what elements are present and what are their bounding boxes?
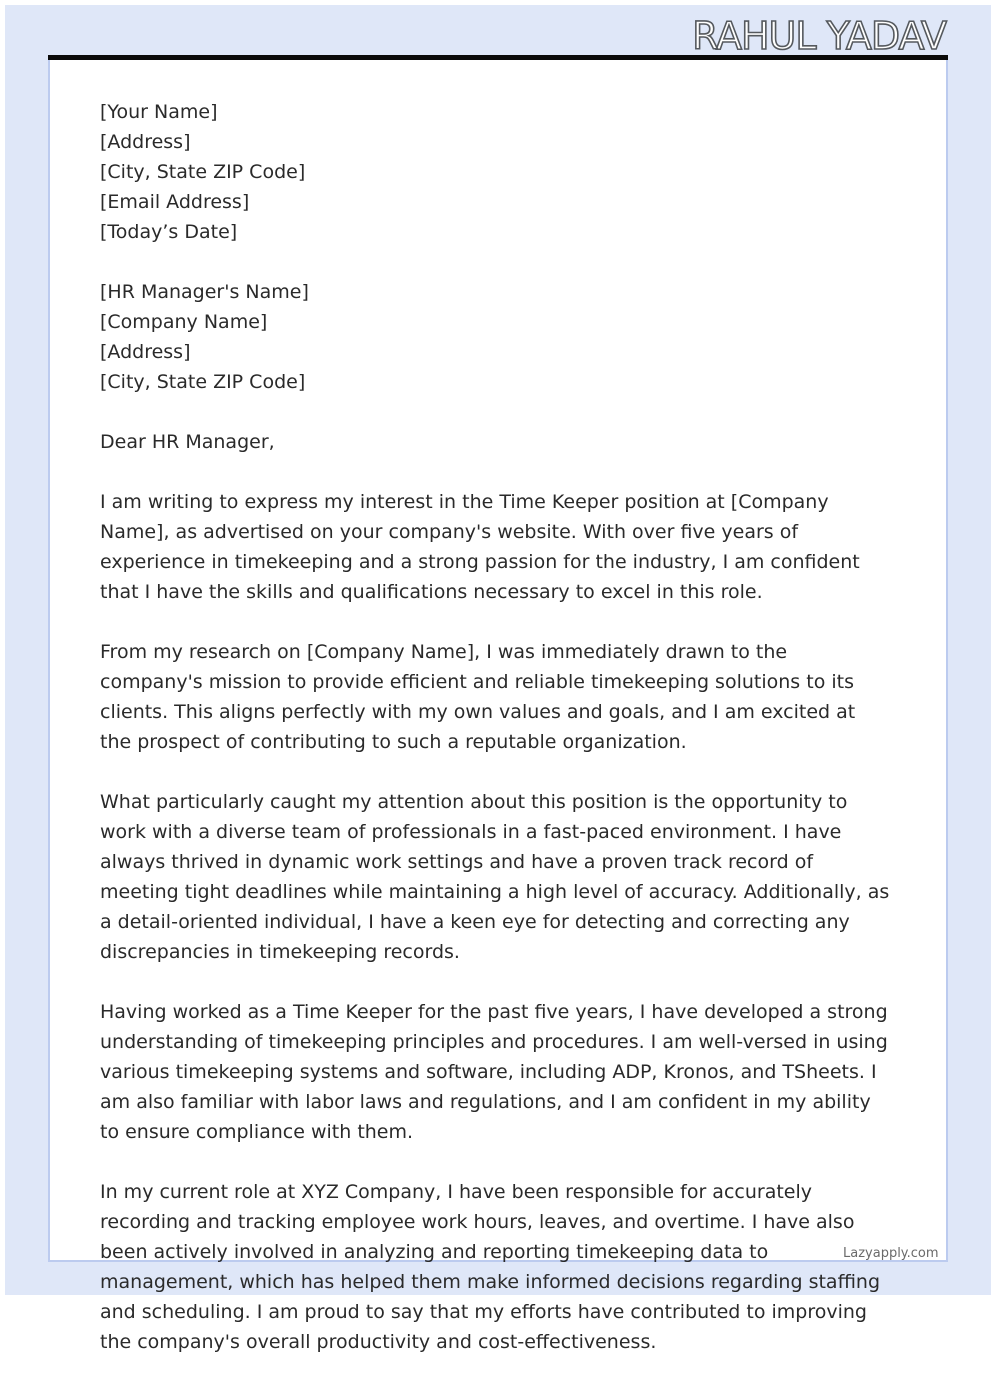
sender-block: [100, 97, 900, 247]
body-paragraph: I am writing to express my interest in the Time Keeper position at [Company Name], as advertised on your company's website. With over five years of experience in timekeeping and a strong passion for the industry, I am confident that I have the skills and qualifications necessary to excel in this role.: [100, 491, 860, 603]
sender-name: [Your Name]: [100, 101, 218, 123]
applicant-name-header: RAHUL YADAV: [692, 14, 946, 58]
watermark-text: Lazyapply.com: [843, 1246, 939, 1261]
recipient-company: [Company Name]: [100, 311, 268, 333]
cover-letter-body: [100, 97, 900, 1387]
body-paragraph: What particularly caught my attention about this position is the opportunity to work with a diverse team of professionals in a fast-paced environment. I have always thrived in dynamic work settings and have a proven track record of meeting tight deadlines while maintaining a high level of accuracy. Additionally, as a detail-oriented individual, I have a keen eye for detecting and correcting any discrepancies in timekeeping records.: [100, 791, 890, 963]
spacer: [100, 247, 900, 277]
recipient-name: [HR Manager's Name]: [100, 281, 309, 303]
body-paragraph: Having worked as a Time Keeper for the past five years, I have developed a strong understanding of timekeeping principles and procedures. I am well-versed in using various timekeeping systems and software, including ADP, Kronos, and TSheets. I am also familiar with labor laws and regulations, and I am confident in my ability to ensure compliance with them.: [100, 1001, 888, 1143]
recipient-block: [100, 277, 900, 397]
letter-date: [Today’s Date]: [100, 221, 238, 243]
sender-address: [Address]: [100, 131, 191, 153]
body-paragraph: From my research on [Company Name], I was immediately drawn to the company's mission to provide efficient and reliable timekeeping solutions to its clients. This aligns perfectly with my own values and goals, and I am excited at the prospect of contributing to such a reputable organization.: [100, 641, 856, 753]
recipient-city-state-zip: [City, State ZIP Code]: [100, 371, 306, 393]
spacer: [100, 457, 900, 487]
sender-city-state-zip: [City, State ZIP Code]: [100, 161, 306, 183]
body-paragraph: In my current role at XYZ Company, I have been responsible for accurately recording and tracking employee work hours, leaves, and overtime. I have also been actively involved in analyzing and reporting timekeeping data to management, which has helped them make informed decisions regarding staffing and scheduling. I am proud to say that my efforts have contributed to improving the company's overall productivity and cost-effectiveness.: [100, 1181, 881, 1353]
spacer: [100, 397, 900, 427]
salutation: Dear HR Manager,: [100, 431, 275, 453]
recipient-address: [Address]: [100, 341, 191, 363]
sender-email: [Email Address]: [100, 191, 250, 213]
